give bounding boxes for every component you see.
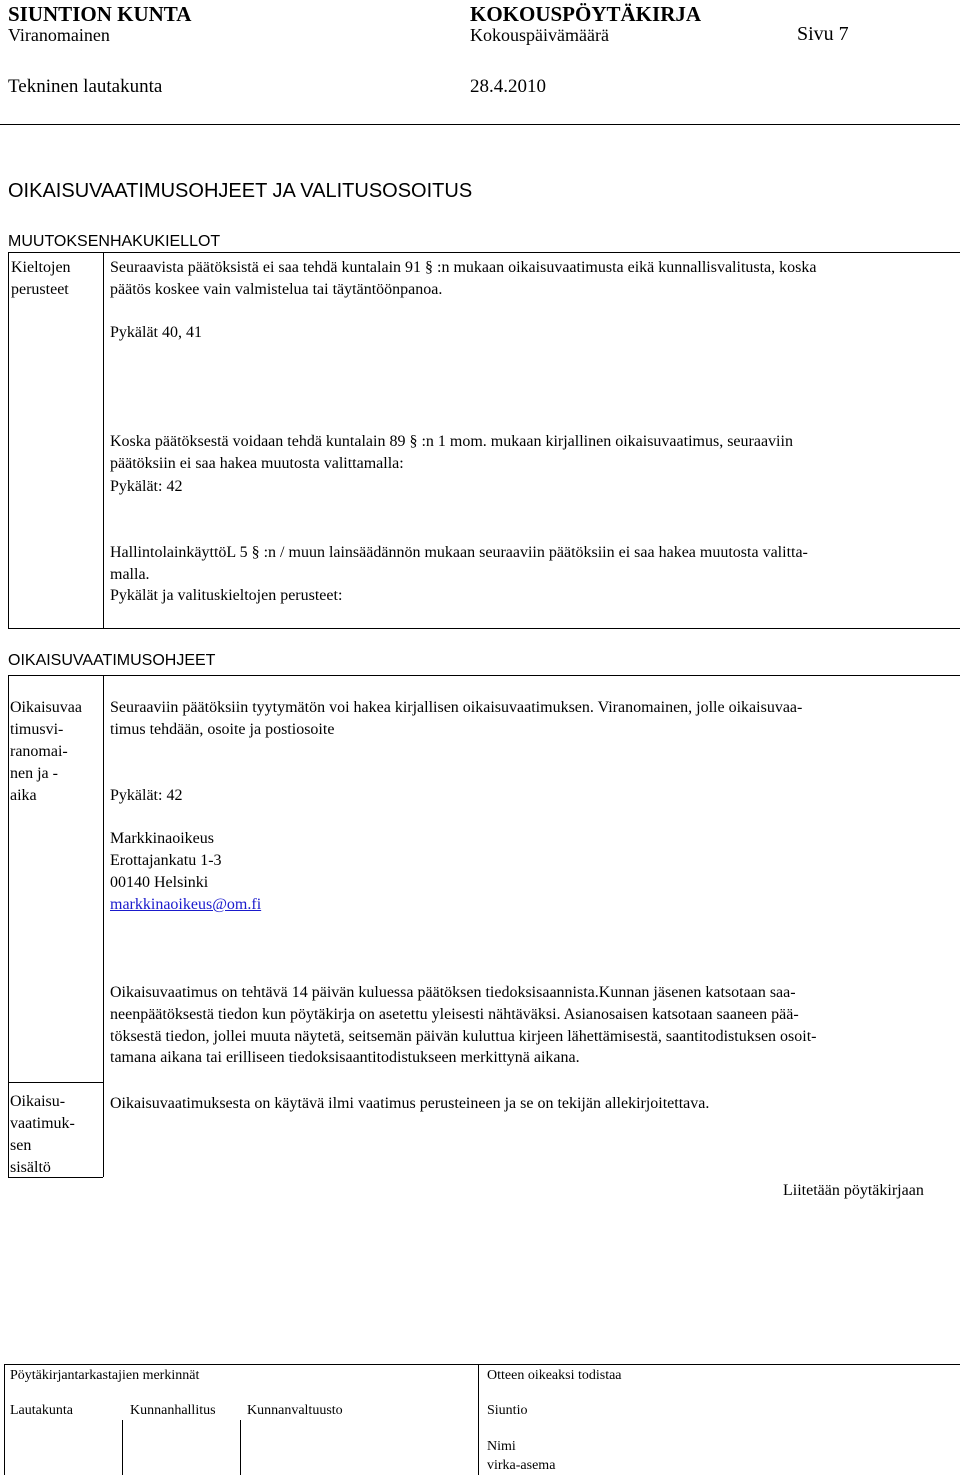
paragraph-sections: Pykälät: 42	[110, 478, 183, 495]
side-label: Oikaisuvaa	[10, 699, 82, 716]
certified-label: Otteen oikeaksi todistaa	[487, 1368, 622, 1383]
section1-bottom-line	[8, 628, 960, 629]
municipality-name: SIUNTION KUNTA	[8, 2, 192, 26]
side-label: Oikaisu-	[10, 1093, 66, 1110]
paragraph-line: Oikaisuvaatimus on tehtävä 14 päivän kuluessa päätöksen tiedoksisaannista.Kunnan jäsenen katsotaan saa-	[110, 984, 796, 1001]
document-type: KOKOUSPÖYTÄKIRJA	[470, 2, 702, 26]
side-label-separator	[8, 1082, 103, 1083]
footer-middle-border	[478, 1364, 479, 1475]
section2-column-divider	[103, 675, 104, 1177]
side-label: nen ja -	[10, 765, 58, 782]
paragraph-sections: Pykälät 40, 41	[110, 324, 202, 341]
paragraph-line: Pykälät ja valituskieltojen perusteet:	[110, 587, 343, 604]
side-label: Kieltojen	[11, 259, 71, 276]
paragraph-line: neenpäätöksestä tiedon kun pöytäkirja on asetettu yleisesti nähtäväksi. Asianosaisen katsotaan saaneen pää-	[110, 1006, 799, 1023]
paragraph-line: HallintolainkäyttöL 5 § :n / muun lainsäädännön mukaan seuraaviin päätöksiin ei saa hakea muutosta valitta-	[110, 544, 808, 561]
footer-cell-divider	[122, 1420, 123, 1475]
paragraph-line: töksestä tiedon, jollei muuta näytetä, seitsemän päivän kuluttua kirjeen lähettämisestä, saantitodistuksen osoit-	[110, 1028, 817, 1045]
attached-note: Liitetään pöytäkirjaan	[783, 1182, 924, 1199]
section2-left-border	[8, 675, 9, 1177]
paragraph-line: tamana aikana tai erilliseen tiedoksisaantitodistukseen merkittynä aikana.	[110, 1049, 580, 1066]
section2-top-line	[8, 675, 960, 676]
inspectors-label: Pöytäkirjantarkastajien merkinnät	[10, 1368, 200, 1383]
footer-left-border	[4, 1364, 5, 1475]
paragraph-line: päätöksiin ei saa hakea muutosta valittamalla:	[110, 455, 404, 472]
side-label: aika	[10, 787, 37, 804]
meeting-date-label: Kokouspäivämäärä	[470, 25, 609, 45]
side-label: perusteet	[11, 281, 69, 298]
authority-name: Tekninen lautakunta	[8, 76, 163, 97]
address-street: Erottajankatu 1-3	[110, 852, 222, 869]
paragraph-line: timus tehdään, osoite ja postiosoite	[110, 721, 335, 738]
name-label: Nimi	[487, 1439, 516, 1454]
meeting-date: 28.4.2010	[470, 76, 546, 97]
address-name: Markkinaoikeus	[110, 830, 214, 847]
side-label: sisältö	[10, 1159, 51, 1176]
side-label: sen	[10, 1137, 32, 1154]
paragraph-line: Seuraavista päätöksistä ei saa tehdä kuntalain 91 § :n mukaan oikaisuvaatimusta eikä kunnallisvalitusta, koska	[110, 259, 817, 276]
authority-label: Viranomainen	[8, 25, 110, 45]
paragraph-line: Oikaisuvaatimuksesta on käytävä ilmi vaatimus perusteineen ja se on tekijän allekirjoitettava.	[110, 1095, 710, 1112]
side-label: vaatimuk-	[10, 1115, 75, 1132]
side-label: ranomai-	[10, 743, 68, 760]
body-label-kunnanvaltuusto: Kunnanvaltuusto	[247, 1403, 343, 1418]
paragraph-line: Seuraaviin päätöksiin tyytymätön voi hakea kirjallisen oikaisuvaatimuksen. Viranomainen, jolle oikaisuvaa-	[110, 699, 803, 716]
position-label: virka-asema	[487, 1458, 556, 1473]
section-heading-muutoksenhakukiellot: MUUTOKSENHAKUKIELLOT	[8, 233, 221, 250]
footer-municipality: Siuntio	[487, 1403, 528, 1418]
section1-top-line	[8, 252, 960, 253]
footer-cell-divider	[240, 1420, 241, 1475]
paragraph-line: päätös koskee vain valmistelua tai täytäntöönpanoa.	[110, 281, 443, 298]
paragraph-line: malla.	[110, 566, 150, 583]
body-label-kunnanhallitus: Kunnanhallitus	[130, 1403, 216, 1418]
page-number: Sivu 7	[797, 23, 849, 45]
section-heading-oikaisuvaatimusohjeet: OIKAISUVAATIMUSOHJEET	[8, 652, 216, 669]
footer-top-line	[4, 1364, 960, 1365]
email-link[interactable]: markkinaoikeus@om.fi	[110, 896, 262, 913]
address-city: 00140 Helsinki	[110, 874, 209, 891]
page-title: OIKAISUVAATIMUSOHJEET JA VALITUSOSOITUS	[8, 180, 473, 202]
body-label-lautakunta: Lautakunta	[10, 1403, 73, 1418]
section1-column-divider	[103, 252, 104, 628]
paragraph-sections: Pykälät: 42	[110, 787, 183, 804]
section1-left-border	[8, 252, 9, 628]
paragraph-line: Koska päätöksestä voidaan tehdä kuntalain 89 § :n 1 mom. mukaan kirjallinen oikaisuvaatimus, seuraaviin	[110, 433, 793, 450]
header-divider	[0, 124, 960, 125]
side-label: timusvi-	[10, 721, 64, 738]
